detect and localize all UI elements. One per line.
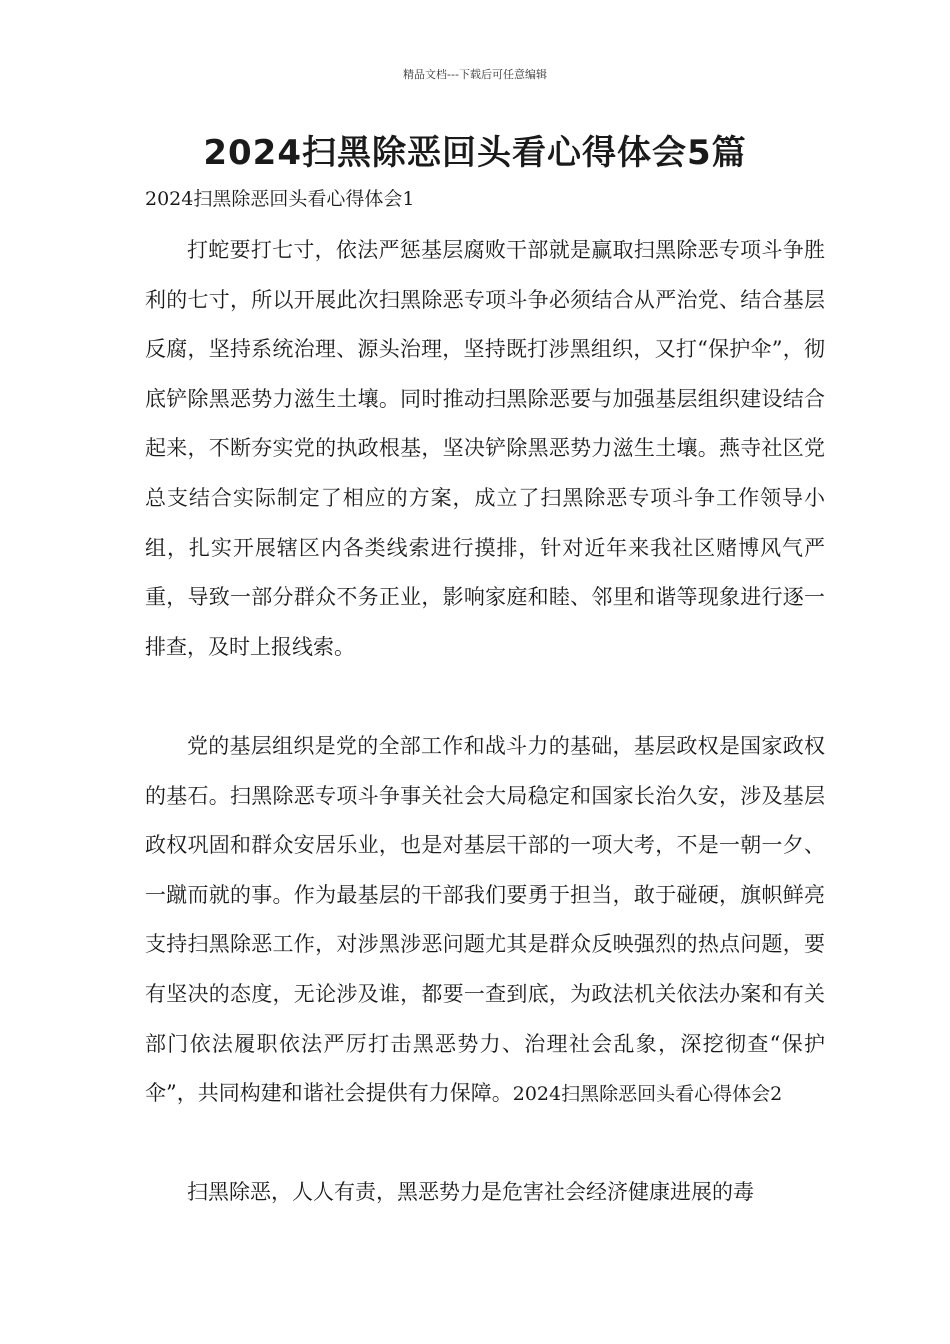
section-heading-2: 2024扫黑除恶回头看心得体会2 [512,1083,783,1106]
paragraph-1: 打蛇要打七寸，依法严惩基层腐败干部就是赢取扫黑除恶专项斗争胜利的七寸，所以开展此次扫黑除恶专项斗争必须结合从严治党、结合基层反腐，坚持系统治理、源头治理，坚持既打涉黑组织，又打“保护伞”，彻底铲除黑恶势力滋生土壤。同时推动扫黑除恶要与加强基层组织建设结合起来，不断夯实党的执政根基，坚决铲除黑恶势力滋生土壤。燕寺社区党总支结合实际制定了相应的方案，成立了扫黑除恶专项斗争工作领导小组，扎实开展辖区内各类线索进行摸排，针对近年来我社区赌博风气严重，导致一部分群众不务正业，影响家庭和睦、邻里和谐等现象进行逐一排查，及时上报线索。 [145,238,825,659]
paragraph-2 [145,722,825,1120]
header-note: 精品文档---下载后可任意编辑 [403,68,547,81]
paragraph-3: 扫黑除恶，人人有责，黑恶势力是危害社会经济健康进展的毒 [187,1180,754,1204]
section-heading-1: 2024扫黑除恶回头看心得体会1 [145,188,415,210]
paragraph-2-text: 党的基层组织是党的全部工作和战斗力的基础，基层政权是国家政权的基石。扫黑除恶专项斗争事关社会大局稳定和国家长治久安，涉及基层政权巩固和群众安居乐业，也是对基层干部的一项大考，不是一朝一夕、一蹴而就的事。作为最基层的干部我们要勇于担当，敢于碰硬，旗帜鲜亮支持扫黑除恶工作，对涉黑涉恶问题尤其是群众反映强烈的热点问题，要有坚决的态度，无论涉及谁，都要一查到底，为政法机关依法办案和有关部门依法履职依法严厉打击黑恶势力、治理社会乱象，深挖彻查“保护伞”，共同构建和谐社会提供有力保障。 [145,734,825,1106]
document-title: 2024扫黑除恶回头看心得体会5篇 [203,133,747,173]
